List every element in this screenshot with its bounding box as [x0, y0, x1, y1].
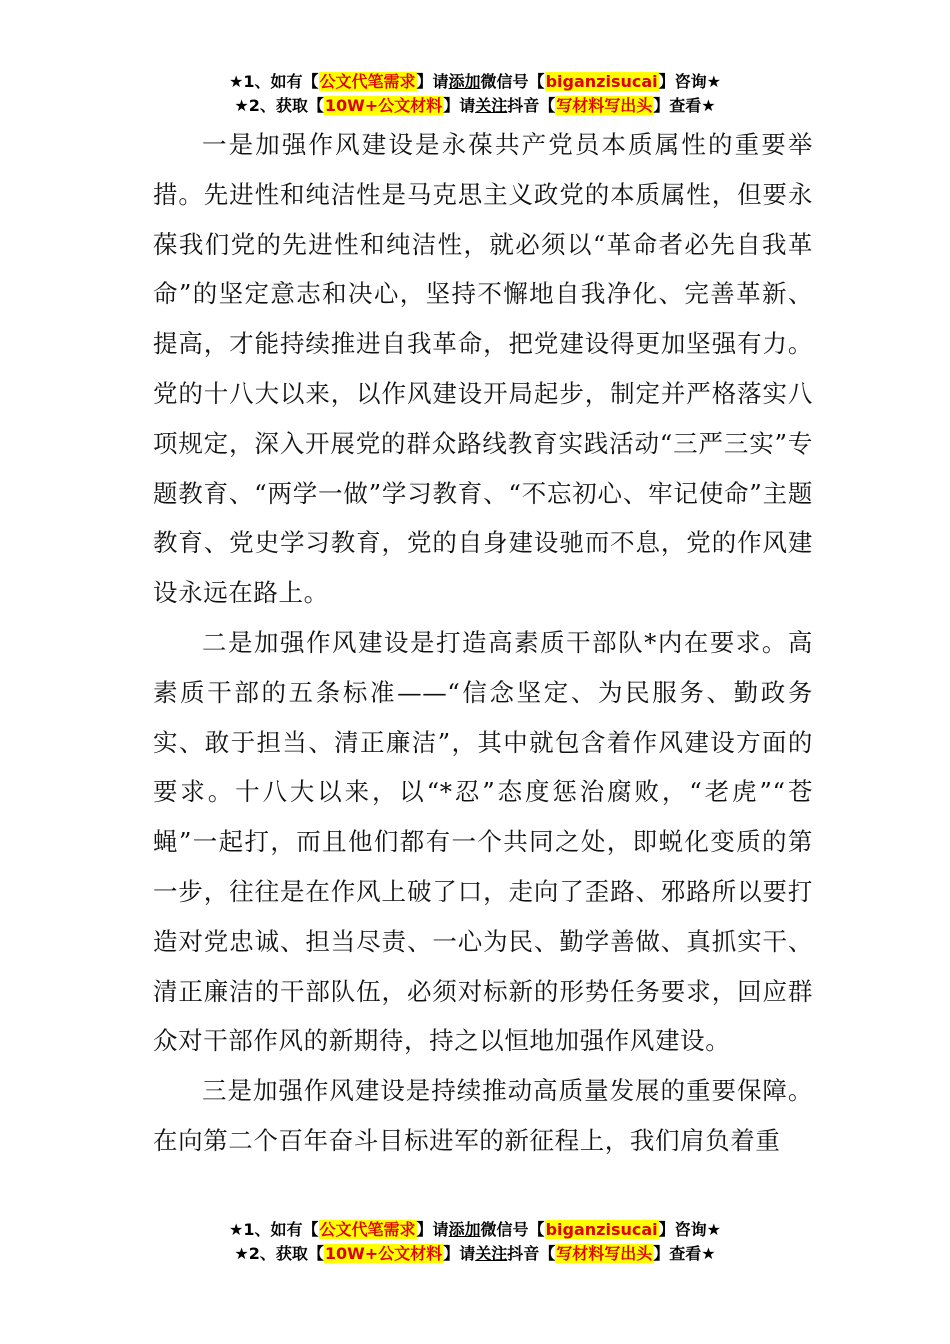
header-banner: [0, 70, 950, 118]
underlined-action: 添加: [448, 1220, 481, 1239]
banner-text: ★2、获取【: [234, 1244, 324, 1263]
highlight-materials: 10W+公文材料: [324, 96, 443, 115]
underlined-action: 关注: [475, 96, 508, 115]
highlight-wechat-id: biganzisucai: [545, 72, 658, 91]
banner-text: ★1、如有【: [229, 72, 319, 91]
paragraph-3: 三是加强作风建设是持续推动高质量发展的重要保障。在向第二个百年奋斗目标进军的新征程上，我们肩负着重: [153, 1076, 813, 1155]
banner-text: 微信号【: [480, 72, 545, 91]
banner-text: 微信号【: [480, 1220, 545, 1239]
banner-line-1: [0, 70, 950, 94]
banner-text: 】咨询★: [658, 72, 721, 91]
paragraph-1: 一是加强作风建设是永葆共产党员本质属性的重要举措。先进性和纯洁性是马克思主义政党的本质属性，但要永葆我们党的先进性和纯洁性，就必须以“革命者必先自我革命”的坚定意志和决心，坚持不懈地自我净化、完善革新、提高，才能持续推进自我革命，把党建设得更加坚强有力。党的十八大以来，以作风建设开局起步，制定并严格落实八项规定，深入开展党的群众路线教育实践活动“三严三实”专题教育、“两学一做”学习教育、“不忘初心、牢记使命”主题教育、党史学习教育，党的自身建设驰而不息，党的作风建设永远在路上。: [153, 130, 813, 608]
banner-line-1: [0, 1218, 950, 1242]
footer-banner: [0, 1218, 950, 1266]
banner-text: 】查看★: [653, 96, 716, 115]
banner-line-2: [0, 94, 950, 118]
underlined-action: 关注: [475, 1244, 508, 1263]
banner-text: 】查看★: [653, 1244, 716, 1263]
highlight-douyin-account: 写材料写出头: [556, 1244, 653, 1263]
paragraph-2: 二是加强作风建设是打造高素质干部队*内在要求。高素质干部的五条标准——“信念坚定、为民服务、勤政务实、敢于担当、清正廉洁”，其中就包含着作风建设方面的要求。十八大以来，以“*忍”态度惩治腐败，“老虎”“苍蝇”一起打，而且他们都有一个共同之处，即蜕化变质的第一步，往往是在作风上破了口，走向了歪路、邪路所以要打造对党忠诚、担当尽责、一心为民、勤学善做、真抓实干、清正廉洁的干部队伍，必须对标新的形势任务要求，回应群众对干部作风的新期待，持之以恒地加强作风建设。: [153, 627, 813, 1056]
banner-line-2: [0, 1242, 950, 1266]
highlight-wechat-id: biganzisucai: [545, 1220, 658, 1239]
banner-text: ★2、获取【: [234, 96, 324, 115]
highlight-materials: 10W+公文材料: [324, 1244, 443, 1263]
banner-text: 】请: [443, 96, 476, 115]
document-body: [153, 120, 813, 1166]
banner-text: 抖音【: [507, 96, 556, 115]
banner-text: ★1、如有【: [229, 1220, 319, 1239]
banner-text: 】请: [443, 1244, 476, 1263]
highlight-service: 公文代笔需求: [319, 1220, 416, 1239]
banner-text: 抖音【: [507, 1244, 556, 1263]
banner-text: 】请: [416, 72, 449, 91]
highlight-service: 公文代笔需求: [319, 72, 416, 91]
highlight-douyin-account: 写材料写出头: [556, 96, 653, 115]
banner-text: 】请: [416, 1220, 449, 1239]
underlined-action: 添加: [448, 72, 481, 91]
banner-text: 】咨询★: [658, 1220, 721, 1239]
